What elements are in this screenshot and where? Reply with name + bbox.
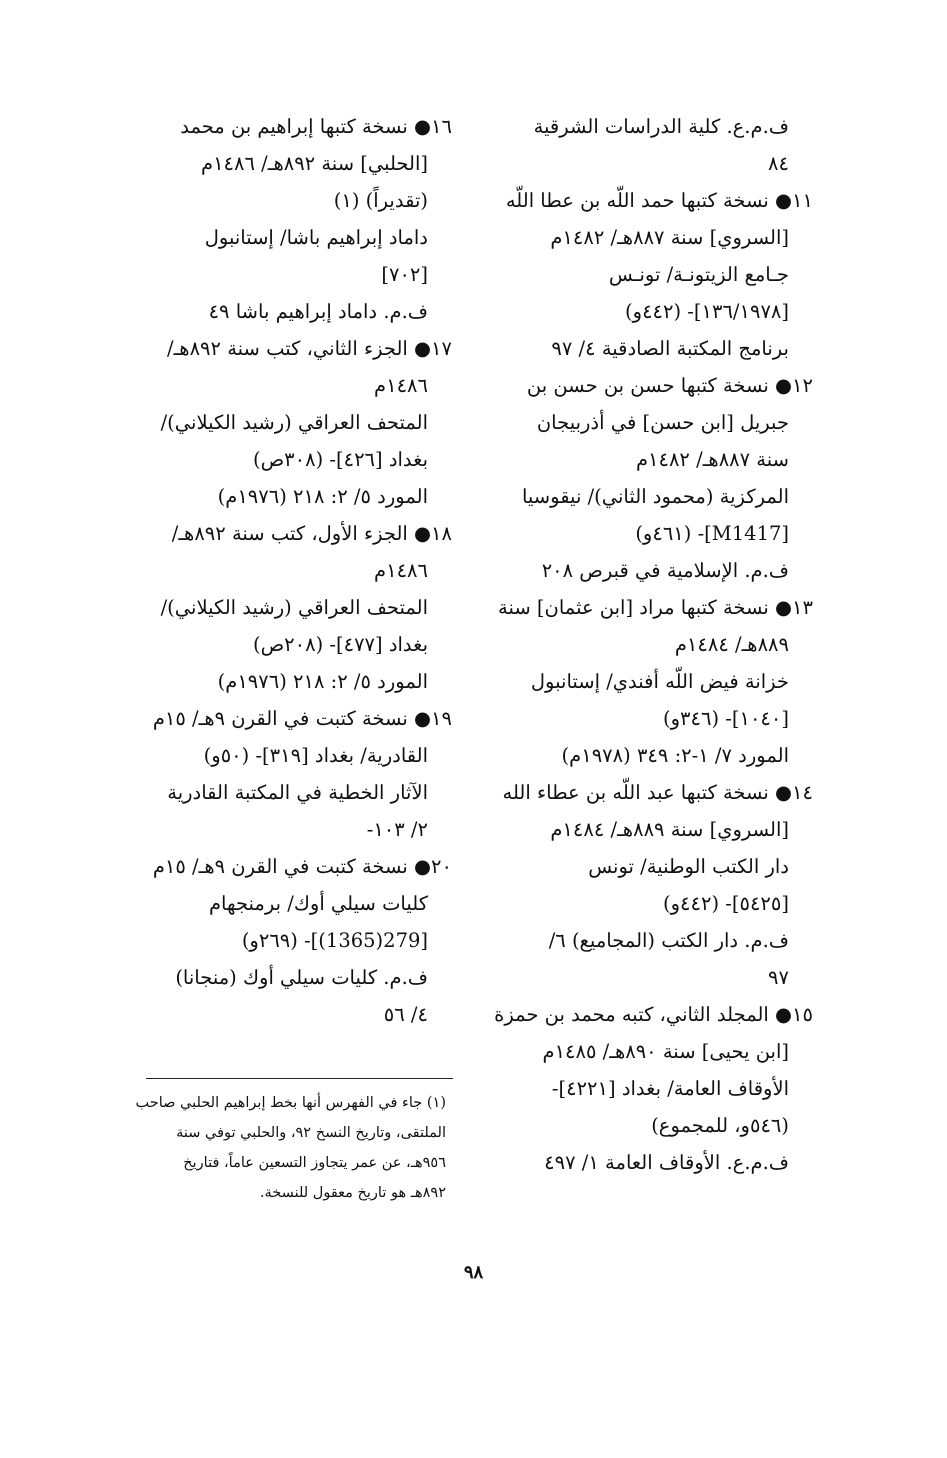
footnote-line: (١) جاء في الفهرس أنها بخط إبراهيم الحلبي صاحب: [135, 1095, 446, 1111]
text-line: [279(1365)]- (٢٦٩و): [241, 929, 428, 952]
text-line: الأوقاف العامة/ بغداد [٤٢٢١]-: [551, 1077, 789, 1100]
entry-heading: ٢٠● نسخة كتبت في القرن ٩هـ/ ١٥م: [152, 855, 452, 878]
text-line: سنة ٨٨٧هـ/ ١٤٨٢م: [635, 448, 789, 471]
text-line: ٨٤: [768, 152, 789, 175]
text-line: ٨٨٩هـ/ ١٤٨٤م: [674, 633, 789, 656]
right-column: [488, 108, 813, 1181]
text-line: المتحف العراقي (رشيد الكيلاني)/: [160, 596, 428, 619]
footnote-line: ٩٥٦هـ، عن عمر يتجاوز التسعين عاماً، فتاريخ: [183, 1155, 446, 1171]
text-line: داماد إبراهيم باشا/ إستانبول: [204, 226, 428, 249]
text-line: كليات سيلي أوك/ برمنجهام: [208, 892, 428, 915]
text-line: المتحف العراقي (رشيد الكيلاني)/: [160, 411, 428, 434]
text-line: جبريل [ابن حسن] في أذربيجان: [536, 411, 789, 434]
entry-heading: ١٩● نسخة كتبت في القرن ٩هـ/ ١٥م: [152, 707, 452, 730]
entry-16: [112, 108, 452, 330]
entry-heading: ١٢● نسخة كتبها حسن بن حسن بن: [526, 374, 813, 397]
entry-19: [112, 700, 452, 848]
entry-13: [488, 589, 813, 774]
entry-11: [488, 182, 813, 367]
entry-12: [488, 367, 813, 589]
page-number: ٩٨: [463, 1262, 484, 1283]
text-line: ف.م. الإسلامية في قبرص ٢٠٨: [541, 559, 789, 582]
entry-17: [112, 330, 452, 515]
text-line: خزانة فيض اللّه أفندي/ إستانبول: [530, 670, 789, 693]
text-line: [ابن يحيى] سنة ٨٩٠هـ/ ١٤٨٥م: [542, 1040, 789, 1063]
entry-heading: ١٣● نسخة كتبها مراد [ابن عثمان] سنة: [498, 596, 813, 619]
text-line: ٤/ ٥٦: [383, 1003, 428, 1026]
entry-heading: ١١● نسخة كتبها حمد اللّه بن عطا اللّه: [505, 189, 813, 212]
footnote-line: الملتقى، وتاريخ النسخ ٩٢، والحلبي توفي سنة: [176, 1125, 446, 1141]
text-line: المركزية (محمود الثاني)/ نيقوسيا: [521, 485, 789, 508]
text-line: [السروي] سنة ٨٨٧هـ/ ١٤٨٢م: [550, 226, 789, 249]
text-line: ف.م.ع. الأوقاف العامة ١/ ٤٩٧: [544, 1151, 789, 1174]
text-line: ف.م. داماد إبراهيم باشا ٤٩: [208, 300, 428, 323]
left-column: [112, 108, 452, 1033]
footnote-divider: [146, 1078, 453, 1079]
text-line: المورد ٥/ ٢: ٢١٨ (١٩٧٦م): [217, 485, 428, 508]
footnote: [120, 1088, 446, 1208]
text-line: [M1417]- (٤٦١و): [635, 522, 789, 545]
text-line: برنامج المكتبة الصادقية ٤/ ٩٧: [551, 337, 789, 360]
text-line: (٥٤٦و، للمجموع): [651, 1114, 789, 1137]
entry-heading: ١٨● الجزء الأول، كتب سنة ٨٩٢هـ/: [171, 522, 452, 545]
text-line: [١٣٦/١٩٧٨]- (٤٤٢و): [625, 300, 789, 323]
text-line: الآثار الخطية في المكتبة القادرية: [167, 781, 428, 804]
text-line: ١٤٨٦م: [374, 374, 428, 397]
text-line: ف.م. كليات سيلي أوك (منجانا): [175, 966, 428, 989]
text-line: ١٤٨٦م: [374, 559, 428, 582]
entry-20: [112, 848, 452, 1033]
text-line: ٩٧: [768, 966, 789, 989]
footnote-line: ٨٩٢هـ هو تاريخ معقول للنسخة.: [259, 1185, 446, 1201]
text-line: [٧٠٢]: [381, 263, 428, 286]
text-line: دار الكتب الوطنية/ تونس: [588, 855, 789, 878]
text-line: المورد ٥/ ٢: ٢١٨ (١٩٧٦م): [217, 670, 428, 693]
entry-14: [488, 774, 813, 996]
text-line: المورد ٧/ ١-٢: ٣٤٩ (١٩٧٨م): [561, 744, 789, 767]
text-line: بغداد [٤٧٧]- (٢٠٨ص): [252, 633, 428, 656]
entry-continuation: [488, 108, 813, 182]
entry-heading: ١٤● نسخة كتبها عبد اللّه بن عطاء الله: [502, 781, 813, 804]
text-line: بغداد [٤٢٦]- (٣٠٨ص): [252, 448, 428, 471]
text-line: [٥٤٢٥]- (٤٤٢و): [663, 892, 789, 915]
entry-heading: ١٧● الجزء الثاني، كتب سنة ٨٩٢هـ/: [167, 337, 452, 360]
text-line: ٢/ ١٠٣-: [366, 818, 428, 841]
entry-heading: ١٥● المجلد الثاني، كتبه محمد بن حمزة: [494, 1003, 813, 1026]
entry-18: [112, 515, 452, 700]
text-line: القادرية/ بغداد [٣١٩]- (٥٠و): [203, 744, 428, 767]
text-line: [السروي] سنة ٨٨٩هـ/ ١٤٨٤م: [550, 818, 789, 841]
text-line: جـامع الزيتونـة/ تونـس: [608, 263, 789, 286]
text-line: ف.م.ع. كلية الدراسات الشرقية: [533, 115, 789, 138]
text-line: [١٠٤٠]- (٣٤٦و): [663, 707, 789, 730]
entry-heading: ١٦● نسخة كتبها إبراهيم بن محمد: [180, 115, 452, 138]
entry-15: [488, 996, 813, 1181]
text-line: (تقديراً) (١): [333, 189, 428, 212]
text-line: [الحلبي] سنة ٨٩٢هـ/ ١٤٨٦م: [200, 152, 428, 175]
text-line: ف.م. دار الكتب (المجاميع) ٦/: [548, 929, 789, 952]
